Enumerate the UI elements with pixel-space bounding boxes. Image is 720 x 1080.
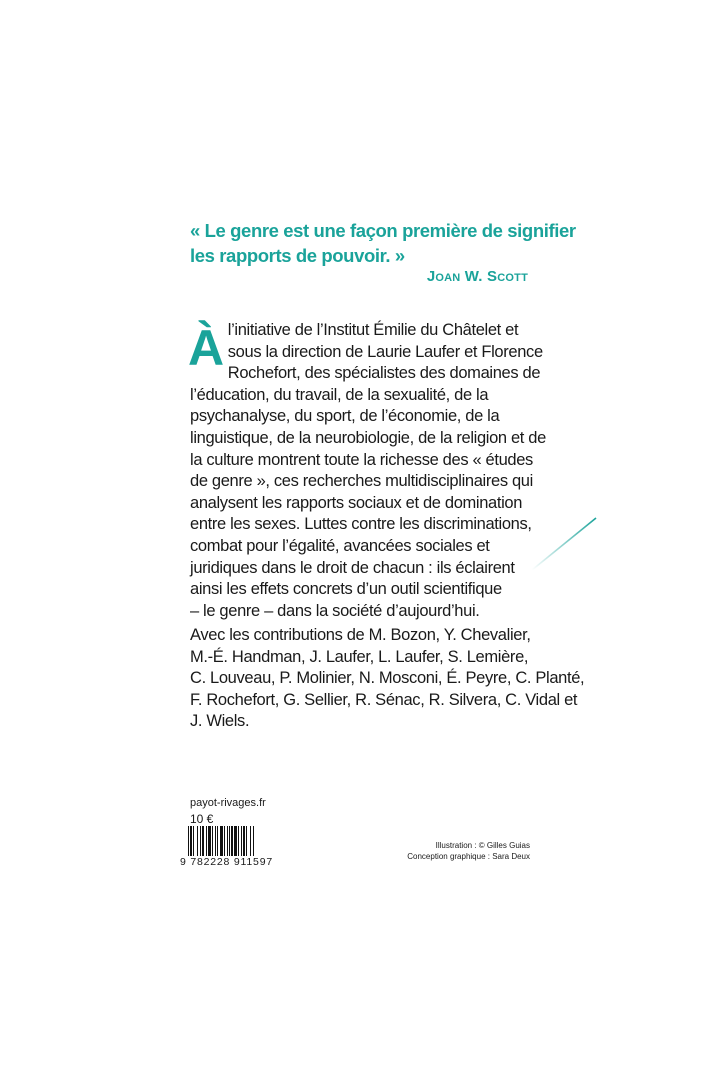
contributions-line: M.-É. Handman, J. Laufer, L. Laufer, S. Lemière, — [190, 647, 529, 666]
description-line: juridiques dans le droit de chacun : ils éclairent — [190, 558, 515, 577]
barcode-bar — [243, 826, 245, 856]
publisher-website: payot-rivages.fr — [190, 797, 266, 809]
barcode-bar — [220, 826, 223, 856]
contributions-line: F. Rochefort, G. Sellier, R. Sénac, R. Silvera, C. Vidal et — [190, 690, 578, 709]
description-line: entre les sexes. Luttes contre les discriminations, — [190, 515, 532, 534]
barcode-digits: 9 782228 911597 — [180, 856, 273, 868]
barcode-bar — [217, 826, 218, 856]
barcode-bar — [253, 826, 254, 856]
contributions — [190, 625, 585, 733]
barcode-bar — [250, 826, 251, 856]
barcode-bar — [190, 826, 192, 856]
credits — [400, 840, 530, 862]
barcode-bar — [215, 826, 216, 856]
barcode-bar — [193, 826, 194, 856]
barcode-bar — [202, 826, 204, 856]
barcode-bar — [229, 826, 230, 856]
barcode-bar — [234, 826, 237, 856]
quote — [190, 218, 576, 268]
barcode-bar — [227, 826, 228, 856]
barcode-bar — [238, 826, 239, 856]
design-credit: Conception graphique : Sara Deux — [407, 852, 530, 861]
description-line: analysent les rapports sociaux et de domination — [190, 493, 523, 512]
description-line: Rochefort, des spécialistes des domaines de — [227, 364, 541, 383]
description-line: combat pour l’égalité, avancées sociales et — [190, 536, 490, 555]
description-line: la culture montrent toute la richesse des « études — [190, 450, 533, 469]
description-line: l’éducation, du travail, de la sexualité, de la — [190, 385, 489, 404]
barcode-bar — [212, 826, 213, 856]
description-line: sous la direction de Laurie Laufer et Florence — [227, 342, 543, 361]
quote-line: les rapports de pouvoir. » — [190, 245, 405, 266]
contributions-line: C. Louveau, P. Molinier, N. Mosconi, É. Peyre, C. Planté, — [190, 669, 585, 688]
barcode-bar — [197, 826, 198, 856]
barcode-bar — [224, 826, 225, 856]
quote-author: Joan W. Scott — [426, 268, 528, 285]
barcode-bar — [241, 826, 242, 856]
description-line: psychanalyse, du sport, de l’économie, de la — [190, 407, 500, 426]
decorative-line — [530, 515, 600, 575]
description — [188, 320, 546, 622]
quote-line: « Le genre est une façon première de signifier — [190, 220, 576, 241]
description-line: ainsi les effets concrets d’un outil scientifique — [190, 580, 502, 599]
contributions-line: Avec les contributions de M. Bozon, Y. Chevalier, — [190, 626, 531, 644]
description-line: – le genre – dans la société d’aujourd’hui. — [190, 601, 480, 620]
barcode-bar — [208, 826, 211, 856]
description-line: linguistique, de la neurobiologie, de la religion et de — [190, 428, 546, 447]
description-line: de genre », ces recherches multidisciplinaires qui — [190, 472, 533, 491]
barcode-bar — [200, 826, 201, 856]
barcode-icon — [188, 826, 280, 856]
barcode-bar — [188, 826, 189, 856]
price: 10 € — [190, 812, 214, 826]
drop-cap: À — [188, 320, 224, 376]
barcode-bar — [206, 826, 207, 856]
illustration-credit: Illustration : © Gilles Guias — [435, 841, 530, 850]
barcode-bar — [231, 826, 233, 856]
contributions-line: J. Wiels. — [190, 712, 250, 731]
barcode-bar — [246, 826, 247, 856]
description-line: l’initiative de l’Institut Émilie du Châtelet et — [227, 321, 519, 339]
